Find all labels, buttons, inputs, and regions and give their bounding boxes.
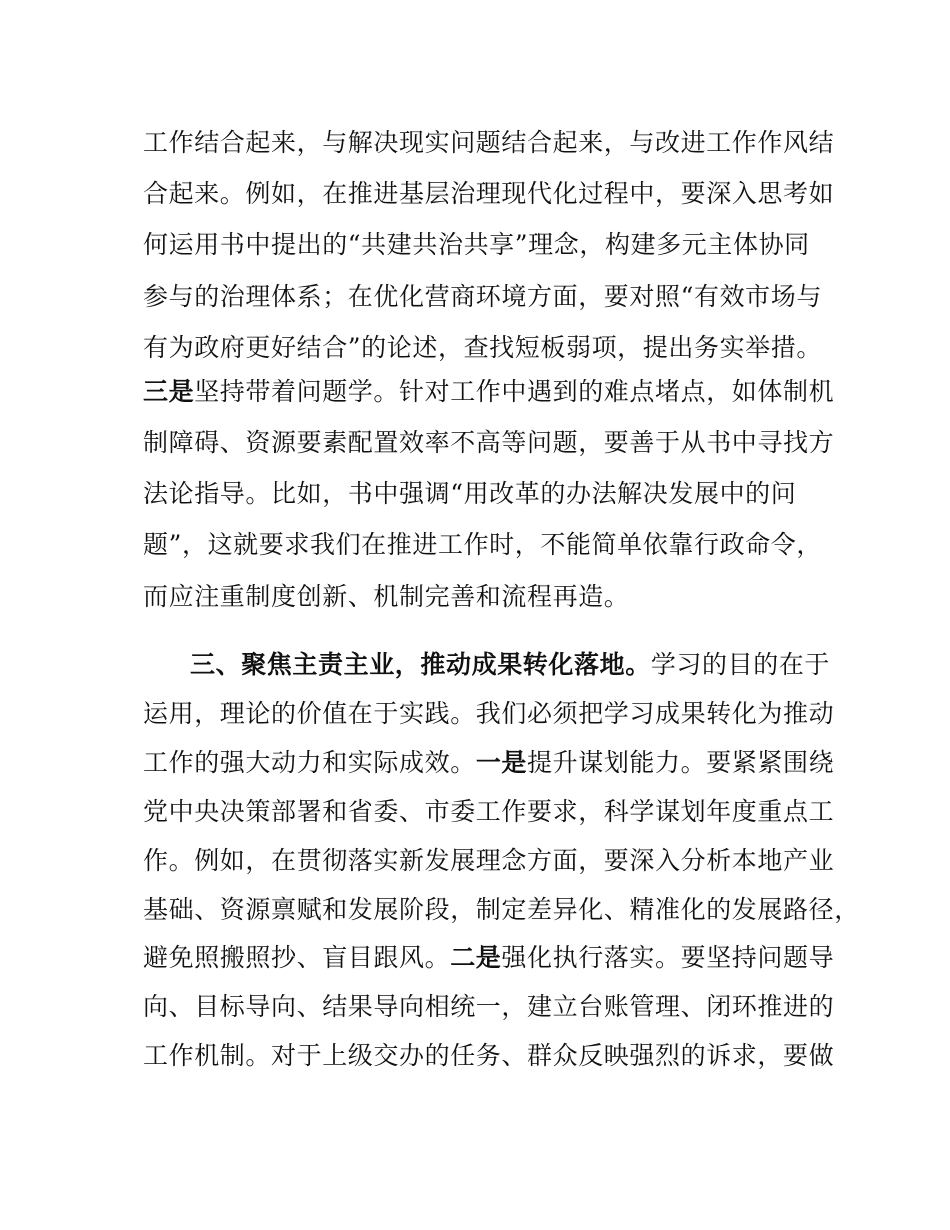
text-line: 法论指导。比如，书中强调“用改革的办法解决发展中的问 [143,479,797,508]
text-line: 工作机制。对于上级交办的任务、群众反映强烈的诉求，要做 [143,1041,835,1070]
text-line: 制障碍、资源要素配置效率不高等问题，要善于从书中寻找方 [143,428,835,457]
text-line: 有为政府更好结合”的论述，查找短板弱项，提出务实举措。 [143,333,822,362]
text-line: 题”，这就要求我们在推进工作时，不能简单依靠行政命令， [143,530,822,559]
section-heading-line: 三、聚焦主责主业，推动成果转化落地。学习的目的在于 [190,650,831,679]
text-line: 基础、资源禀赋和发展阶段，制定差异化、精准化的发展路径， [143,895,860,924]
text-line: 工作结合起来，与解决现实问题结合起来，与改进工作作风结 [143,128,835,157]
emphasis-label: 一是 [475,748,528,777]
emphasis-label: 三是 [143,377,195,406]
text-line: 何运用书中提出的“共建共治共享”理念，构建多元主体协同 [143,230,810,259]
text-line: 而应注重制度创新、机制完善和流程再造。 [143,582,630,611]
text-line: 工作的强大动力和实际成效。一是提升谋划能力。要紧紧围绕 [143,748,835,777]
text-line: 向、目标导向、结果导向相统一，建立台账管理、闭环推进的 [143,992,835,1021]
emphasis-label: 二是 [450,943,502,972]
text-line: 三是坚持带着问题学。针对工作中遇到的难点堵点，如体制机 [143,377,835,406]
text-line: 运用，理论的价值在于实践。我们必须把学习成果转化为推动 [143,699,835,728]
text-line: 避免照搬照抄、盲目跟风。二是强化执行落实。要坚持问题导 [143,943,835,972]
text-line: 党中央决策部署和省委、市委工作要求，科学谋划年度重点工 [143,797,835,826]
text-line: 合起来。例如，在推进基层治理现代化过程中，要深入思考如 [143,179,835,208]
section-heading: 三、聚焦主责主业，推动成果转化落地。 [190,650,651,679]
text-line: 作。例如，在贯彻落实新发展理念方面，要深入分析本地产业 [143,846,835,875]
text-line: 参与的治理体系；在优化营商环境方面，要对照“有效市场与 [143,282,822,311]
